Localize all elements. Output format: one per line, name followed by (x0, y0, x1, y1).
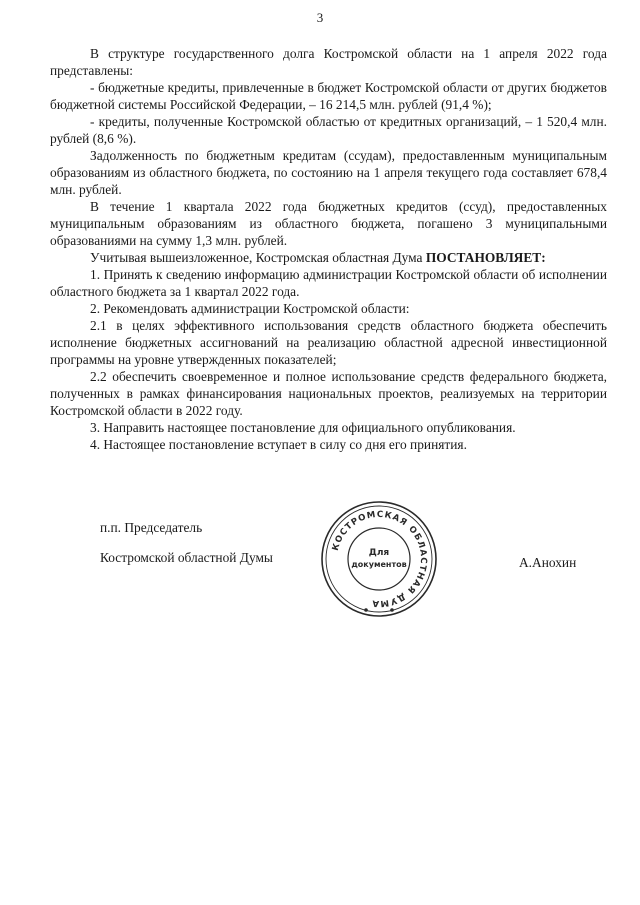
stamp-star-left-icon (364, 608, 368, 612)
resolution-paragraph (50, 249, 607, 266)
stamp-seal-icon (318, 498, 440, 620)
clause-2: 2. Рекомендовать администрации Костромской области: (90, 301, 410, 316)
stamp-center-line2: документов (351, 560, 407, 569)
stamp-inner-ring (348, 528, 410, 590)
paragraph-municipal-debt: Задолженность по бюджетным кредитам (ссудам), предоставленным муниципальным образованиям из областного бюджета, по состоянию на 1 апреля текущего года составляет 678,4 млн. рублей. (50, 148, 607, 197)
stamp-middle-ring (326, 506, 432, 612)
resolution-keyword: ПОСТАНОВЛЯЕТ: (425, 250, 546, 265)
clause-1: 1. Принять к сведению информацию администрации Костромской области об исполнении областного бюджета за 1 квартал 2022 года. (50, 267, 607, 299)
document-body (50, 45, 607, 453)
resolution-intro: Учитывая вышеизложенное, Костромская областная Дума (90, 250, 426, 265)
clause-4: 4. Настоящее постановление вступает в силу со дня его принятия. (90, 437, 467, 452)
stamp-center-line1: Для (368, 548, 390, 558)
paragraph-q1-repayment: В течение 1 квартала 2022 года бюджетных кредитов (ссуд), предоставленных муниципальным образованиям из областного бюджета, погашено 3 муниципальными образованиями на сумму 1,3 млн. рублей. (50, 199, 607, 248)
paragraph-debt-structure: В структуре государственного долга Костромской области на 1 апреля 2022 года представлены: (50, 46, 607, 78)
clause-2-2: 2.2 обеспечить своевременное и полное использование средств федерального бюджета, полученных в рамках финансирования национальных проектов, реализуемых на территории Костромской области в 2022 году. (50, 369, 607, 418)
stamp-star-right-icon (390, 608, 394, 612)
paragraph-budget-credits: - бюджетные кредиты, привлеченные в бюджет Костромской области от других бюджетов бюджетной системы Российской Федерации, – 16 214,5 млн. рублей (91,4 %); (50, 80, 607, 112)
official-stamp (318, 498, 440, 620)
stamp-ring-text: КОСТРОМСКАЯ ОБЛАСТНАЯ ДУМА (330, 509, 429, 609)
signature-title-line2: Костромской областной Думы (100, 550, 273, 565)
clause-3: 3. Направить настоящее постановление для официального опубликования. (90, 420, 516, 435)
page-number: 3 (316, 10, 324, 25)
clause-2-1: 2.1 в целях эффективного использования средств областного бюджета обеспечить исполнение бюджетных ассигнований на реализацию областной адресной инвестиционной программы на уровне утвержденных показателей; (50, 318, 607, 367)
signatory-name: А.Анохин (519, 555, 577, 570)
paragraph-bank-credits: - кредиты, полученные Костромской областью от кредитных организаций, – 1 520,4 млн. рублей (8,6 %). (50, 114, 607, 146)
signature-title-line1: п.п. Председатель (100, 520, 203, 535)
